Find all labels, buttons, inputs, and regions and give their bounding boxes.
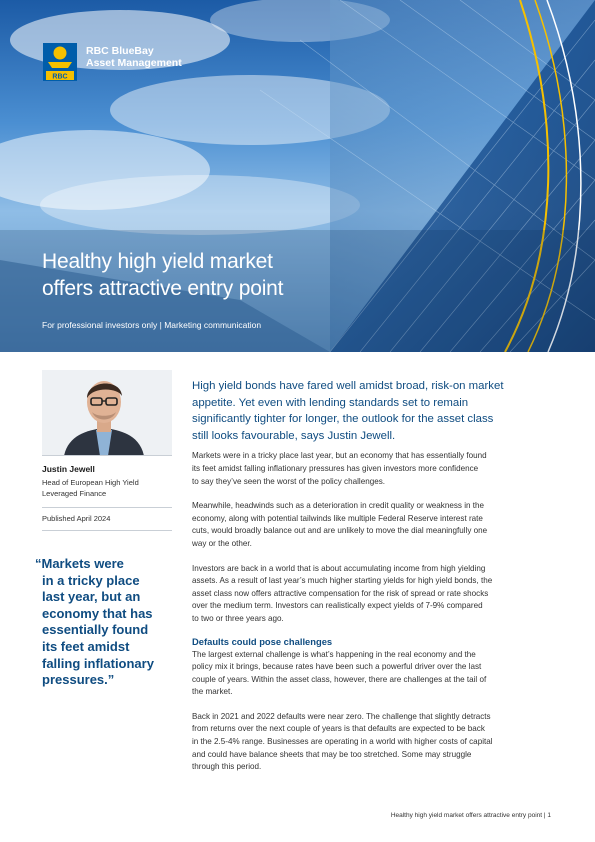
- title-line2: offers attractive entry point: [42, 277, 284, 300]
- author-sidebar: [42, 370, 172, 531]
- body-line: its feet amidst falling inflationary pressures has given investors more confidence: [192, 463, 479, 473]
- quote-line: “Markets were: [35, 556, 124, 571]
- body-line: way or the other.: [192, 538, 252, 548]
- quote-line: its feet amidst: [42, 638, 130, 654]
- sidebar-divider: [42, 530, 172, 531]
- body-line: Investors are back in a world that is about accumulating income from high yielding: [192, 563, 486, 573]
- quote-line: falling inflationary: [42, 655, 154, 671]
- page-title: [42, 248, 362, 302]
- body-line: The largest external challenge is what’s happening in the real economy and the: [192, 649, 476, 659]
- body-line: Meanwhile, headwinds such as a deterioration in credit quality or weakness in the: [192, 501, 484, 511]
- body-line: the market.: [192, 687, 233, 697]
- quote-line: economy that has: [42, 605, 153, 621]
- brand-name: [86, 45, 182, 69]
- body-line: Markets were in a tricky place last year, but an economy that has essentially found: [192, 451, 487, 461]
- body-line: from returns over the next couple of years is that defaults are expected to be back: [192, 724, 485, 734]
- lead-line: still looks favourable, says Justin Jewell.: [192, 429, 396, 442]
- body-line: to two or three years ago.: [192, 613, 284, 623]
- lead-line: High yield bonds have fared well amidst broad, risk-on market: [192, 380, 504, 392]
- audience-disclaimer: For professional investors only | Marketing communication: [42, 320, 262, 330]
- article-body: [192, 378, 552, 774]
- title-line1: Healthy high yield market: [42, 250, 273, 273]
- body-line: Back in 2021 and 2022 defaults were near zero. The challenge that slightly detracts: [192, 711, 491, 721]
- author-role: [42, 477, 172, 499]
- author-role-line1: Head of European High Yield: [42, 478, 139, 487]
- body-line: and could have balance sheets that may be too stretched. Some may struggle: [192, 749, 472, 759]
- body-line: economy, along with potential tailwinds like multiple Federal Reserve interest rate: [192, 513, 483, 523]
- lead-line: significantly tighter for longer, the outlook for the asset class: [192, 413, 494, 426]
- lead-paragraph: [192, 378, 552, 444]
- hero-banner: [0, 0, 595, 352]
- rbc-mark-text: RBC: [52, 73, 68, 81]
- sidebar-divider: [42, 507, 172, 508]
- portrait-photo-icon: [42, 370, 172, 456]
- section-heading: Defaults could pose challenges: [192, 635, 333, 647]
- brand-name-line1: RBC BlueBay: [86, 45, 154, 57]
- quote-line: pressures.”: [42, 672, 115, 688]
- body-line: asset class now offers attractive compensation for the risk of spread or rate shocks: [192, 588, 489, 598]
- author-role-line2: Leveraged Finance: [42, 489, 107, 498]
- lead-line: appetite. Yet even with lending standards set to remain: [192, 396, 469, 409]
- body-line: cuts, would broadly balance out and are unlikely to move the dial meaningfully one: [192, 526, 488, 536]
- quote-line: last year, but an: [42, 589, 141, 605]
- body-line: through this period.: [192, 762, 262, 772]
- publish-date: Published April 2024: [42, 514, 111, 523]
- rbc-lion-shield-icon: [42, 42, 78, 82]
- body-paragraph-2: [192, 500, 552, 550]
- body-line: to say they’ve seen the worst of the policy challenges.: [192, 476, 386, 486]
- author-photo: [42, 370, 172, 456]
- pull-quote: [35, 556, 182, 689]
- body-paragraph-4: [192, 649, 552, 699]
- quote-line: essentially found: [42, 622, 149, 638]
- body-line: over the medium term. Investors can realistically expect yields of 7-9% compared: [192, 601, 483, 611]
- body-line: in the 2.5-4% range. Businesses are operating in a world with higher costs of capital: [192, 737, 493, 747]
- quote-line: in a tricky place: [42, 572, 140, 588]
- body-line: couple of years. Within the asset class, however, there are challenges at the tail of: [192, 674, 487, 684]
- body-paragraph-3: [192, 563, 552, 626]
- rbc-bluebay-logo: [42, 42, 182, 82]
- author-name: Justin Jewell: [42, 464, 95, 474]
- page-footer: Healthy high yield market offers attractive entry point | 1: [390, 812, 551, 819]
- brand-name-line2: Asset Management: [86, 57, 182, 69]
- body-line: assets. As a result of last year’s much higher starting yields for high yield bonds, the: [192, 576, 493, 586]
- body-paragraph-5: [192, 711, 552, 774]
- body-paragraph-1: [192, 450, 552, 488]
- body-line: policy mix it brings, because rates have been such a powerful driver over the last: [192, 662, 482, 672]
